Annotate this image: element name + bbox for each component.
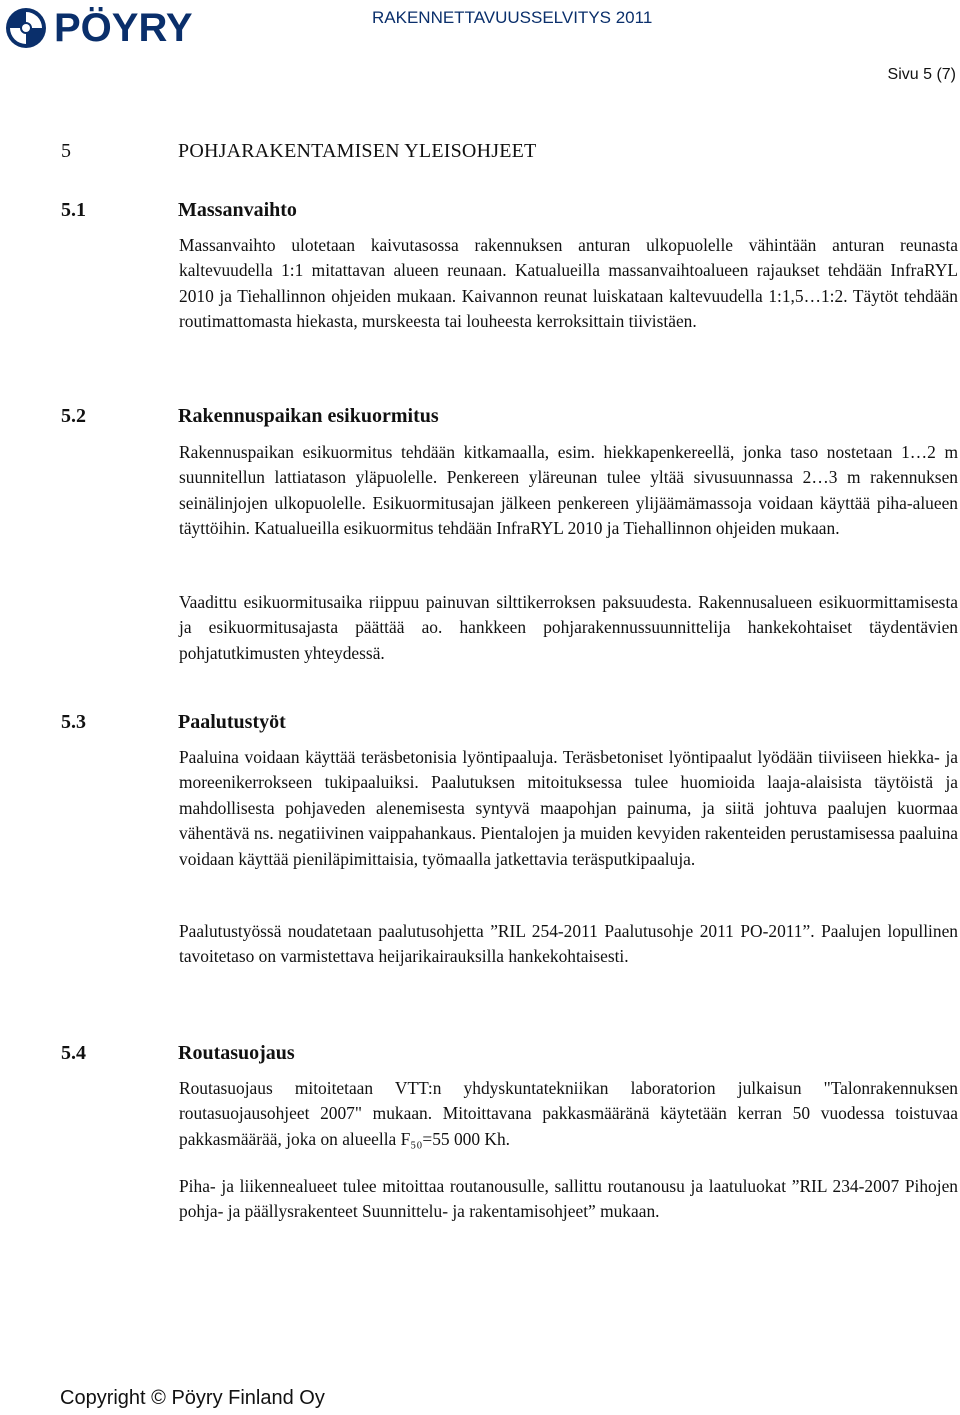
poyry-logo-icon [4,6,48,50]
paragraph: Paaluina voidaan käyttää teräsbetonisia lyöntipaaluja. Teräsbetoniset lyöntipaalut lyödään tiiviiseen hiekka- ja moreenikerrokseen tukipaaluiksi. Paalutuksen mitoituksessa tulee huomioida laaja-alaisista täytöistä ja mahdollisesta pohjaveden alenemisesta syntyvä maapohjan painuma, ja siitä johtuva paalujen kuormaa vähentävä ns. negatiivinen vaippahankaus. Pientalojen ja muiden kevyiden rakenteiden perustamisessa paaluina voidaan käyttää pieniläpimittaisia, työmaalla jatkettavia teräsputkipaaluja. [179,747,958,869]
section-heading-5-1 [61,198,941,222]
section-number: 5.2 [61,405,86,427]
section-title: Massanvaihto [178,199,297,221]
chapter-title: POHJARAKENTAMISEN YLEISOHJEET [178,140,537,162]
paragraph: Piha- ja liikennealueet tulee mitoittaa routanousulle, sallittu routanousu ja laatuluokat ”RIL 234-2007 Pihojen pohja- ja päällysrakenteet Suunnittelu- ja rakentamisohjeet” mukaan. [179,1176,958,1222]
section-heading-5-3 [61,710,941,734]
section-number: 5.1 [61,199,86,221]
document-title: RAKENNETTAVUUSSELVITYS 2011 [372,8,653,27]
chapter-number: 5 [61,140,72,162]
section-title: Routasuojaus [178,1042,295,1064]
page-number: Sivu 5 (7) [887,66,956,83]
section-heading-5-2 [61,404,941,428]
logo-wordmark: PÖYRY [54,6,193,50]
paragraph: Massanvaihto ulotetaan kaivutasossa rakennuksen anturan ulkopuolelle vähintään anturan reunasta kaltevuudella 1:1 mitattavan alueen reunaan. Katualueilla massanvaihtoalueen rajaukset tehdään InfraRYL 2010 ja Tiehallinnon ohjeiden mukaan. Kaivannon reunat luiskataan kaltevuudella 1:1,5…1:2. Täytöt tehdään routimattomasta hiekasta, murskeesta tai louheesta kerroksittain tiivistäen. [179,235,958,332]
footer-copyright: Copyright © Pöyry Finland Oy [60,1387,325,1409]
section-title: Rakennuspaikan esikuormitus [178,405,439,427]
paragraph: Vaadittu esikuormitusaika riippuu painuvan silttikerroksen paksuudesta. Rakennusalueen esikuormittamisesta ja esikuormitusajasta päättää ao. hankkeen pohjarakennussuunnittelija hankekohtaiset täydentävien pohjatutkimusten yhteydessä. [179,592,958,663]
section-heading-5-4 [61,1041,941,1065]
chapter-heading [61,139,941,163]
paragraph: Paalutustyössä noudatetaan paalutusohjetta ”RIL 254-2011 Paalutusohje 2011 PO-2011”. Paalujen lopullinen tavoitetaso on varmistettava heijarikairauksilla hankekohtaisesti. [179,921,958,967]
section-title: Paalutustyöt [178,711,286,733]
paragraph: Routasuojaus mitoitetaan VTT:n yhdyskuntatekniikan laboratorion julkaisun "Talonrakennuksen routasuojausohjeet 2007" mukaan. Mitoittavana pakkasmääränä käytetään kerran 50 vuodessa toistuvaa pakkasmäärää, joka on alueella F₅₀=55 000 Kh. [179,1078,958,1149]
section-number: 5.3 [61,711,86,733]
paragraph: Rakennuspaikan esikuormitus tehdään kitkamaalla, esim. hiekkapenkereellä, jonka taso nostetaan 1…2 m suunnitellun lattiatason yläpuolelle. Penkereen yläreunan tulee yltää sivusuunnassa 2…3 m rakennuksen seinälinjojen ulkopuolelle. Esikuormitusajan jälkeen penkereen ylijäämämassoja voidaan käyttää piha-alueen täyttöihin. Katualueilla esikuormitus tehdään InfraRYL 2010 ja Tiehallinnon ohjeiden mukaan. [179,442,958,539]
company-logo [4,6,244,50]
section-number: 5.4 [61,1042,86,1064]
